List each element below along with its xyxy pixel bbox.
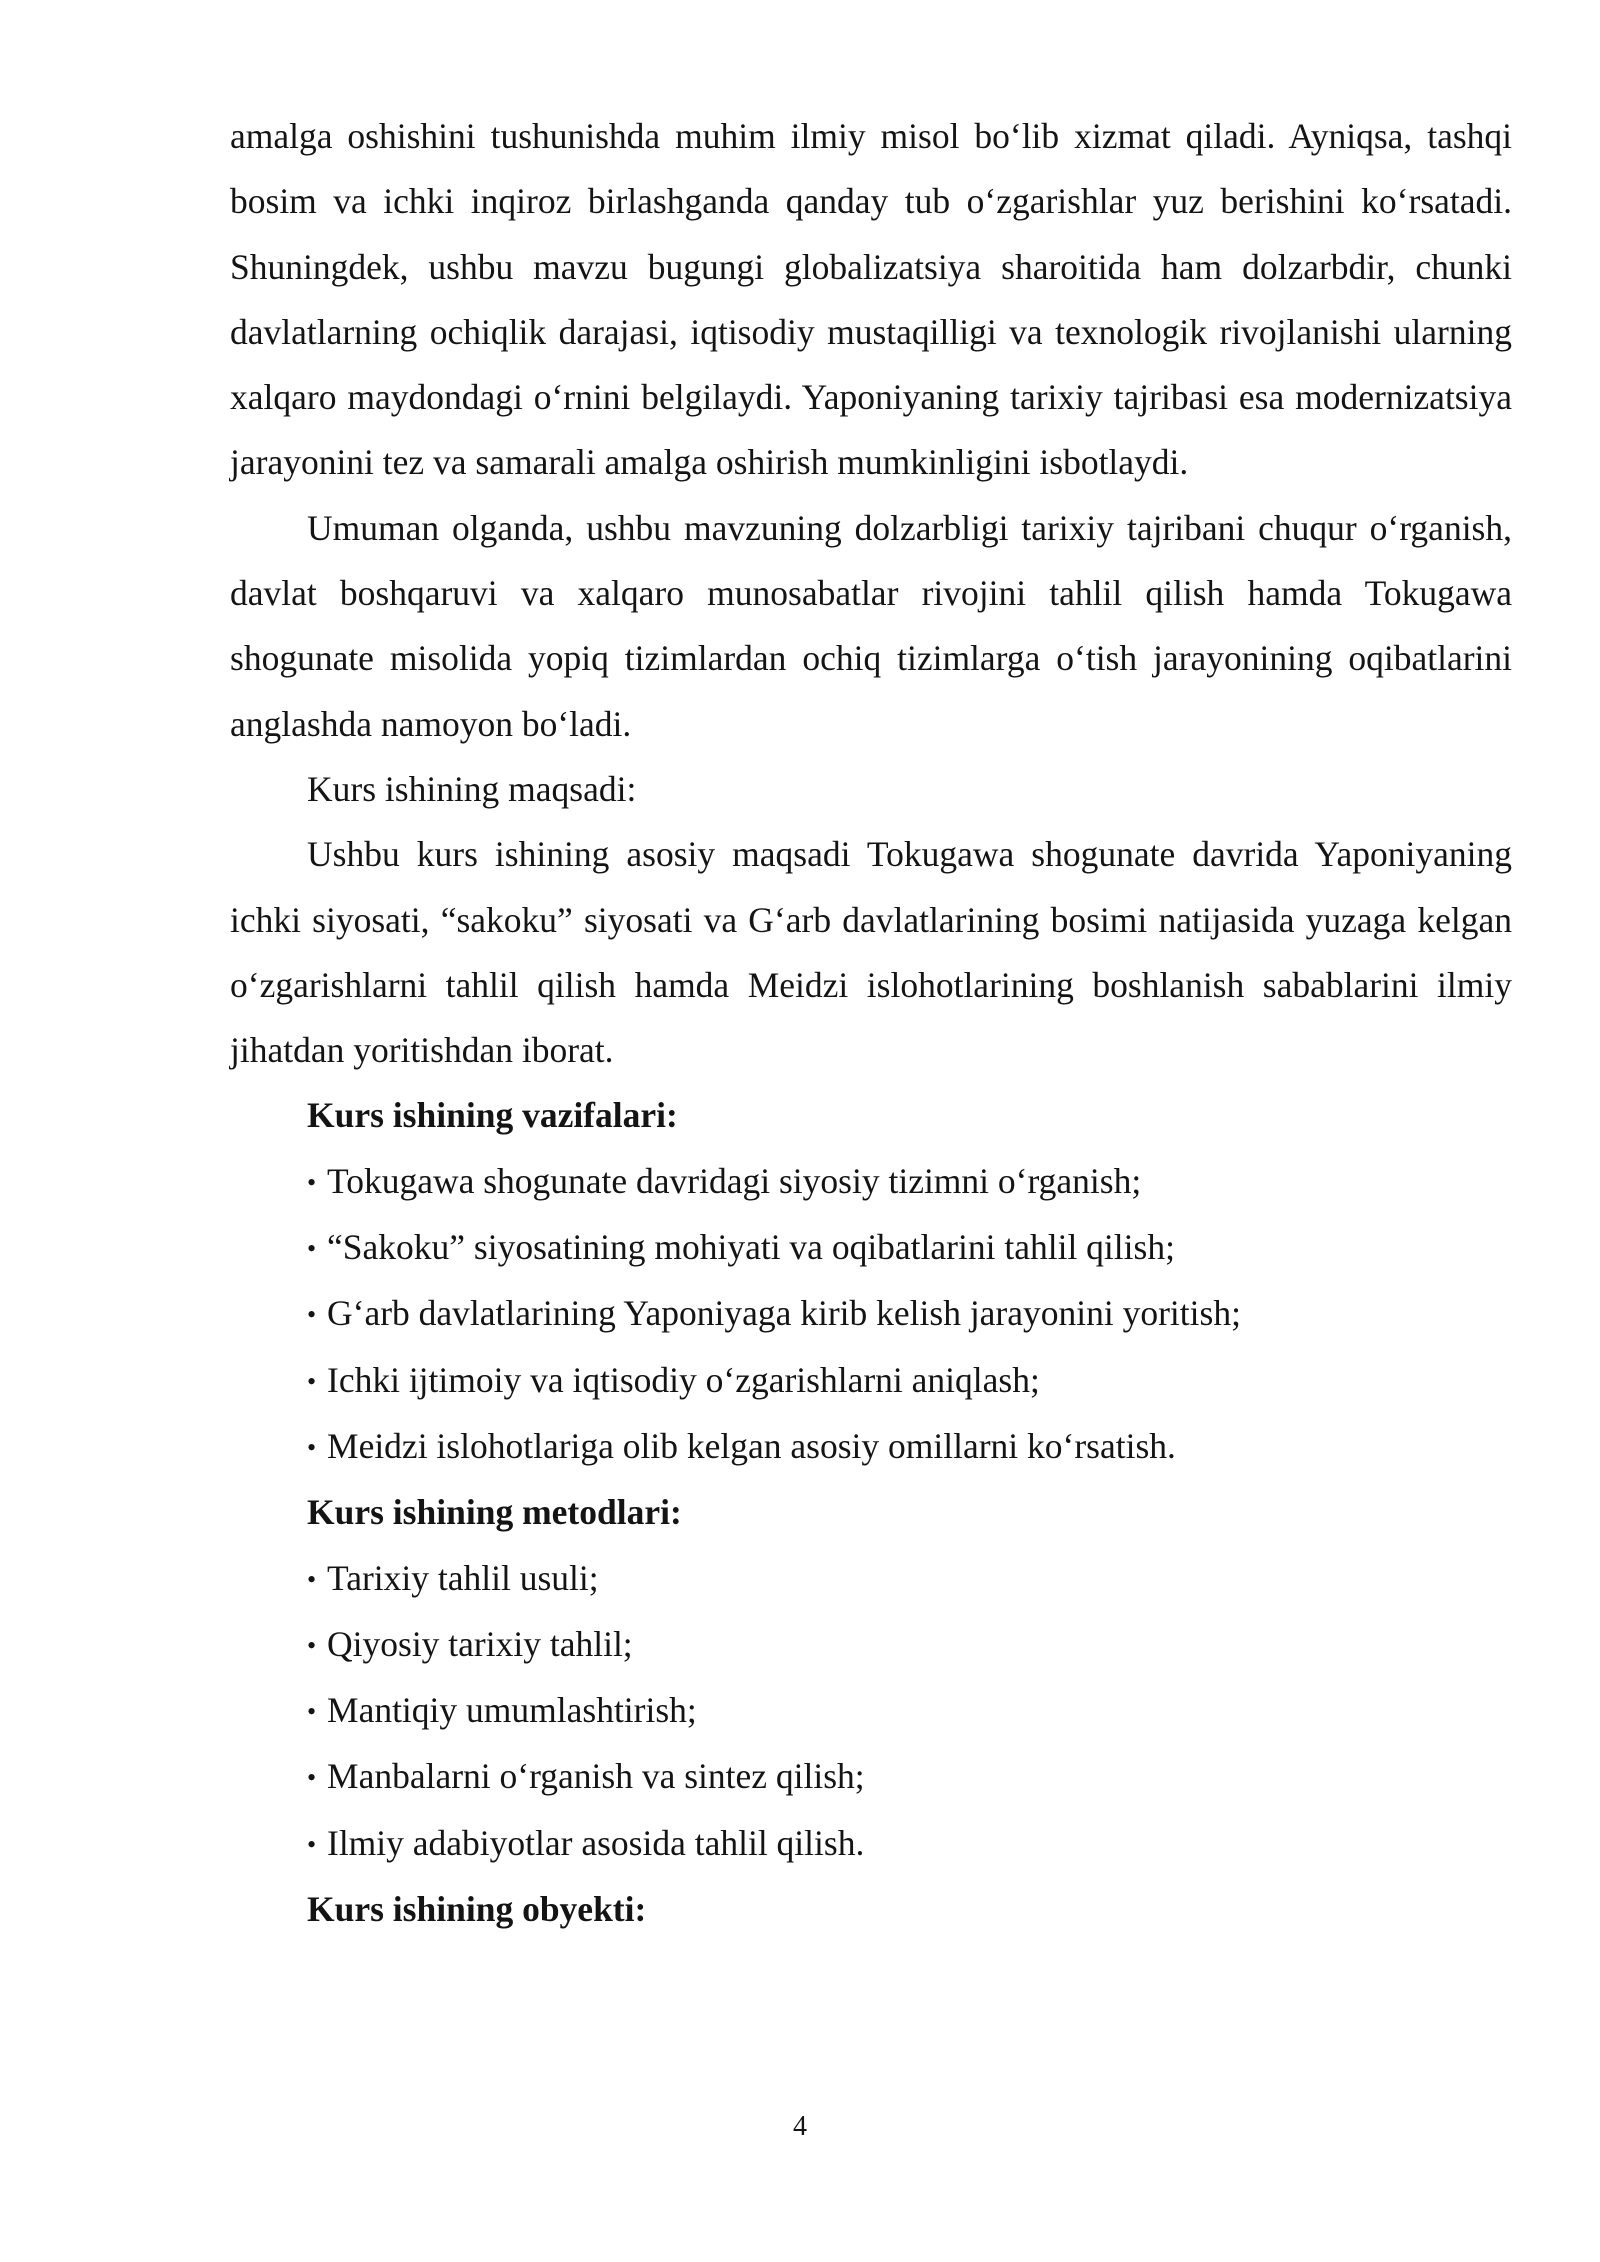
bullet-icon: •	[307, 1763, 317, 1793]
bullet-icon: •	[307, 1366, 317, 1396]
list-item-text: Tarixiy tahlil usuli;	[327, 1557, 599, 1598]
list-item-text: G‘arb davlatlarining Yaponiyaga kirib kelish jarayonini yoritish;	[327, 1293, 1241, 1334]
bullet-icon: •	[307, 1630, 317, 1660]
bullet-icon: •	[307, 1829, 317, 1859]
list-item	[230, 1744, 1512, 1810]
list-item-text: Mantiqiy umumlashtirish;	[327, 1690, 697, 1731]
paragraph-relevance-continued: amalga oshishini tushunishda muhim ilmiy misol bo‘lib xizmat qiladi. Ayniqsa, tashqi bosim va ichki inqiroz birlashganda qanday tub o‘zgarishlar yuz berishini ko‘rsatadi. Shuningdek, ushbu mavzu bugungi globalizatsiya sharoitida ham dolzarbdir, chunki davlatlarning ochiqlik darajasi, iqtisodiy mustaqilligi va texnologik rivojlanishi ularning xalqaro maydondagi o‘rnini belgilaydi. Yaponiyaning tarixiy tajribasi esa modernizatsiya jarayonini tez va samarali amalga oshirish mumkinligini isbotlaydi.	[230, 116, 1512, 483]
page-number: 4	[793, 2111, 807, 2142]
list-item	[230, 1811, 1512, 1877]
list-item	[230, 1215, 1512, 1281]
paragraph-relevance-summary: Umuman olganda, ushbu mavzuning dolzarbligi tarixiy tajribani chuqur o‘rganish, davlat boshqaruvi va xalqaro munosabatlar rivojini tahlil qilish hamda Tokugawa shogunate misolida yopiq tizimlardan ochiq tizimlarga o‘tish jarayonining oqibatlarini anglashda namoyon bo‘ladi.	[230, 507, 1512, 744]
goal-paragraph: Ushbu kurs ishining asosiy maqsadi Tokugawa shogunate davrida Yaponiyaning ichki siyosati, “sakoku” siyosati va G‘arb davlatlarining bosimi natijasida yuzaga kelgan o‘zgarishlarni tahlil qilish hamda Meidzi islohotlarining boshlanish sabablarini ilmiy jihatdan yoritishdan iborat.	[230, 834, 1512, 1071]
list-item	[230, 1678, 1512, 1744]
list-item	[230, 1612, 1512, 1678]
goal-label: Kurs ishining maqsadi:	[307, 768, 637, 809]
tasks-list	[230, 1149, 1512, 1480]
list-item	[230, 1281, 1512, 1347]
tasks-heading: Kurs ishining vazifalari:	[307, 1095, 678, 1136]
bullet-icon: •	[307, 1300, 317, 1330]
list-item-text: Ilmiy adabiyotlar asosida tahlil qilish.	[327, 1822, 865, 1863]
bullet-icon: •	[307, 1167, 317, 1197]
bullet-icon: •	[307, 1234, 317, 1264]
object-heading: Kurs ishining obyekti:	[307, 1889, 647, 1930]
list-item-text: Tokugawa shogunate davridagi siyosiy tizimni o‘rganish;	[327, 1160, 1142, 1201]
methods-list	[230, 1546, 1512, 1877]
list-item-text: “Sakoku” siyosatining mohiyati va oqibatlarini tahlil qilish;	[327, 1227, 1175, 1268]
list-item	[230, 1149, 1512, 1215]
bullet-icon: •	[307, 1432, 317, 1462]
list-item-text: Meidzi islohotlariga olib kelgan asosiy omillarni ko‘rsatish.	[327, 1425, 1176, 1466]
bullet-icon: •	[307, 1697, 317, 1727]
list-item	[230, 1348, 1512, 1414]
list-item	[230, 1414, 1512, 1480]
methods-heading: Kurs ishining metodlari:	[307, 1492, 682, 1533]
list-item-text: Manbalarni o‘rganish va sintez qilish;	[327, 1756, 865, 1797]
page-body	[230, 104, 1512, 1942]
bullet-icon: •	[307, 1564, 317, 1594]
list-item-text: Qiyosiy tarixiy tahlil;	[327, 1623, 633, 1664]
list-item-text: Ichki ijtimoiy va iqtisodiy o‘zgarishlarni aniqlash;	[327, 1359, 1040, 1400]
list-item	[230, 1546, 1512, 1612]
